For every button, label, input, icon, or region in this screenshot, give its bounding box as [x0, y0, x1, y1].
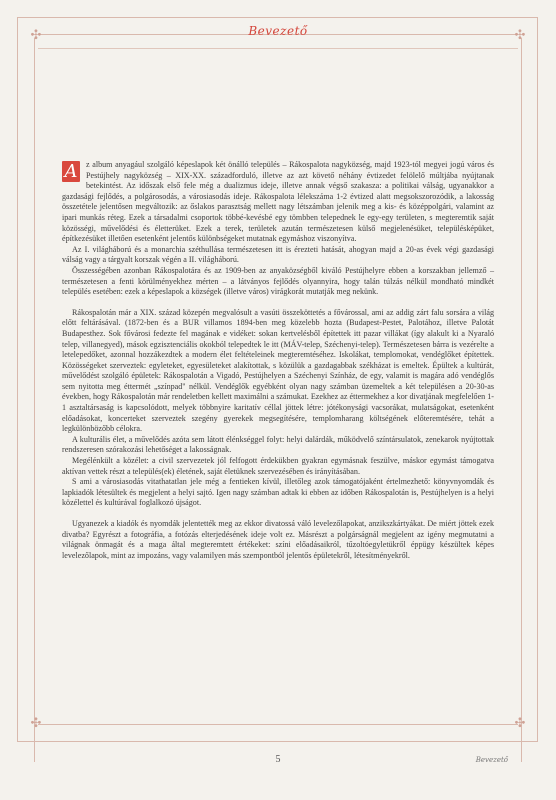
paragraph: Rákospalotán már a XIX. század közepén megvalósult a vasúti összeköttetés a fővárossal, ami az addig zárt falu sorsára a világ előtt feltárásával. (1872-ben és a BUR villamos 1894-ben meg közelebb hozta (Budapest-Pestet, Palotához, illetve Palotát Budapesthez. Sok fővárosi fedezte fel magának e vidéket: sokan kertvelésből építettek itt pazar villákat (így alakult ki a Nyaraló telep, villanegyed), mások egzisztenciális okokból telepedtek le itt (MÁV-telep, Széchenyi-telep). Természetesen bárra is vezérelte a letelepedőket, azonnal hozzákezdtek a modern élet feltételeinek megteremtéséhez. Iskolákat, templomokat, vendéglőket építettek. Közösségeket szerveztek: egyleteket, egyesületeket alakítottak, s közülük a gazdagabbak székházat is emeltek. Épültek a kultúrát, művelődést szolgáló épületek: Rákospalotán a Vigadó, Pestújhelyen a Széchenyi Színház, de egy, valamit is magára adó vendéglős sem nyitotta meg éttermét „színpad" nélkül. Vendéglők egyébként olyan nagy számban üzemeltek a két településen a 20-30-as években, hogy Rákospalotán már rendeletben kellett maximálni a számukat. Ezekhez az éttermekhez a kor divatjának megfelelően 1-1 asztaltársaság is kapcsolódott, melyek többnyire karitatív céllal jöttek létre: jótékonysági vacsorákat, mulatságokat, esetenként előadásokat, koncerteket szerveztek szegény gyerekek megsegítésére, templomharang költségének előteremtésére, tehát a legkülönbözőbb célokra. — [62, 307, 494, 434]
paragraph: Összességében azonban Rákospalotára és az 1909-ben az anyaközségből kiváló Pestújhelyre ebben a korszakban jellemző – természetesen a fenti körülményekhez mérten – a látványos fejlődés olyannyira, hogy talán túlzás nélkül mondható mindkét település esetében: ezek a képeslapok a községek (illetve város) virágkorát mutatják meg nekünk. — [62, 265, 494, 297]
paragraph: Megélénkült a közélet: a civil szervezetek jól felfogott érdekükben gyakran egymásnak feszülve, máskor egymást támogatva aktívan vettek részt a település(ek) életének, saját életüknek szervezésében és irányításában. — [62, 456, 494, 476]
drop-cap: A — [62, 161, 80, 182]
corner-ornament-icon: ✣ — [30, 28, 42, 43]
frame-rule-right — [521, 38, 522, 762]
frame-rule-left — [34, 38, 35, 762]
header-rule — [38, 48, 518, 49]
corner-ornament-icon: ✣ — [30, 716, 42, 731]
paragraph: A kulturális élet, a művelődés azóta sem látott élénkséggel folyt: helyi dalárdák, működvelő színtársulatok, zenekarok nyújtottak rendszeresen szórakozási lehetőséget a lakosságnak. — [62, 434, 494, 455]
corner-ornament-icon: ✣ — [514, 28, 526, 43]
frame-rule-bottom — [38, 724, 518, 725]
paragraph: Az I. világháború és a monarchia széthullása természetesen itt is érezteti hatását, ahogyan majd a 20-as évek végi gazdasági válság vagy a tárgyalt korszak végén a II. világháború. — [62, 244, 494, 265]
page-number: 5 — [275, 754, 281, 765]
chapter-title: Bevezető — [248, 24, 308, 38]
corner-ornament-icon: ✣ — [514, 716, 526, 731]
intro-text: z album anyagául szolgáló képeslapok két önálló település – Rákospalota nagyközség, majd 1923-tól megyei jogú város és Pestújhely nagyközség – XIX-XX. századforduló, illetve az azt követő néhány évtizedet felölelő múltjába nyújtanak betekintést. Az időszak első fele még a dualizmus ideje, illetve annak végső szakasza: a politikai válság, ugyanakkor a gazdasági fejlődés, a polgárosodás, a városiasodás ideje. Rákospalota lélekszáma 1-2 évtized alatt megsokszorozódik, a lakosság összetétele jelentősen megváltozik: az őslakos parasztság mellett nagy létszámban jelenik meg a kis- és középpolgári, valamint az ipari munkás réteg. Ezek a társadalmi csoportok többé-kevésbé egy tömbben telepednek le egy-egy területen, s megteremtik saját közösségi, művelődési és életterüket. Ezek a terek, területek azután természetesen külső megjelenésüket, településképüket, építkezésüket illetően esetenként jelentős különbségeket mutatnak egymáshoz viszonyítva. — [62, 160, 494, 244]
paragraph: S ami a városiasodás vitathatatlan jele még a fentieken kívül, illetőleg azok támogatójaként értelmezhető: könyvnyomdák és lapkiadók létesültek és megjelent a helyi sajtó. Igen nagy számban adtak ki ebben az időben Rákospalotán is, Pestújhelyen is a helyi közélettel és kultúrával foglalkozó újságot. — [62, 477, 494, 508]
running-footer: Bevezető — [475, 756, 508, 764]
paragraph: Ugyanezek a kiadók és nyomdák jelentették meg az ekkor divatossá váló levelezőlapokat, anzikszkártyákat. De miért jöttek ezek divatba? Egyrészt a fotográfia, a fotózás elterjedésének ideje volt ez. Másrészt a polgárságnál megjelent az igény megmutatni a világnak önmagát és a maga által megteremtett értékeket: színi előadásaikról, tűzoltóegyletükről éppügy készültek képes levelezőlapok, mint az impozáns, vagy valamilyen más szempontból jelentős épületekről, létesítményekről. — [62, 519, 494, 560]
intro-paragraph — [62, 160, 494, 245]
body-text — [62, 160, 494, 561]
